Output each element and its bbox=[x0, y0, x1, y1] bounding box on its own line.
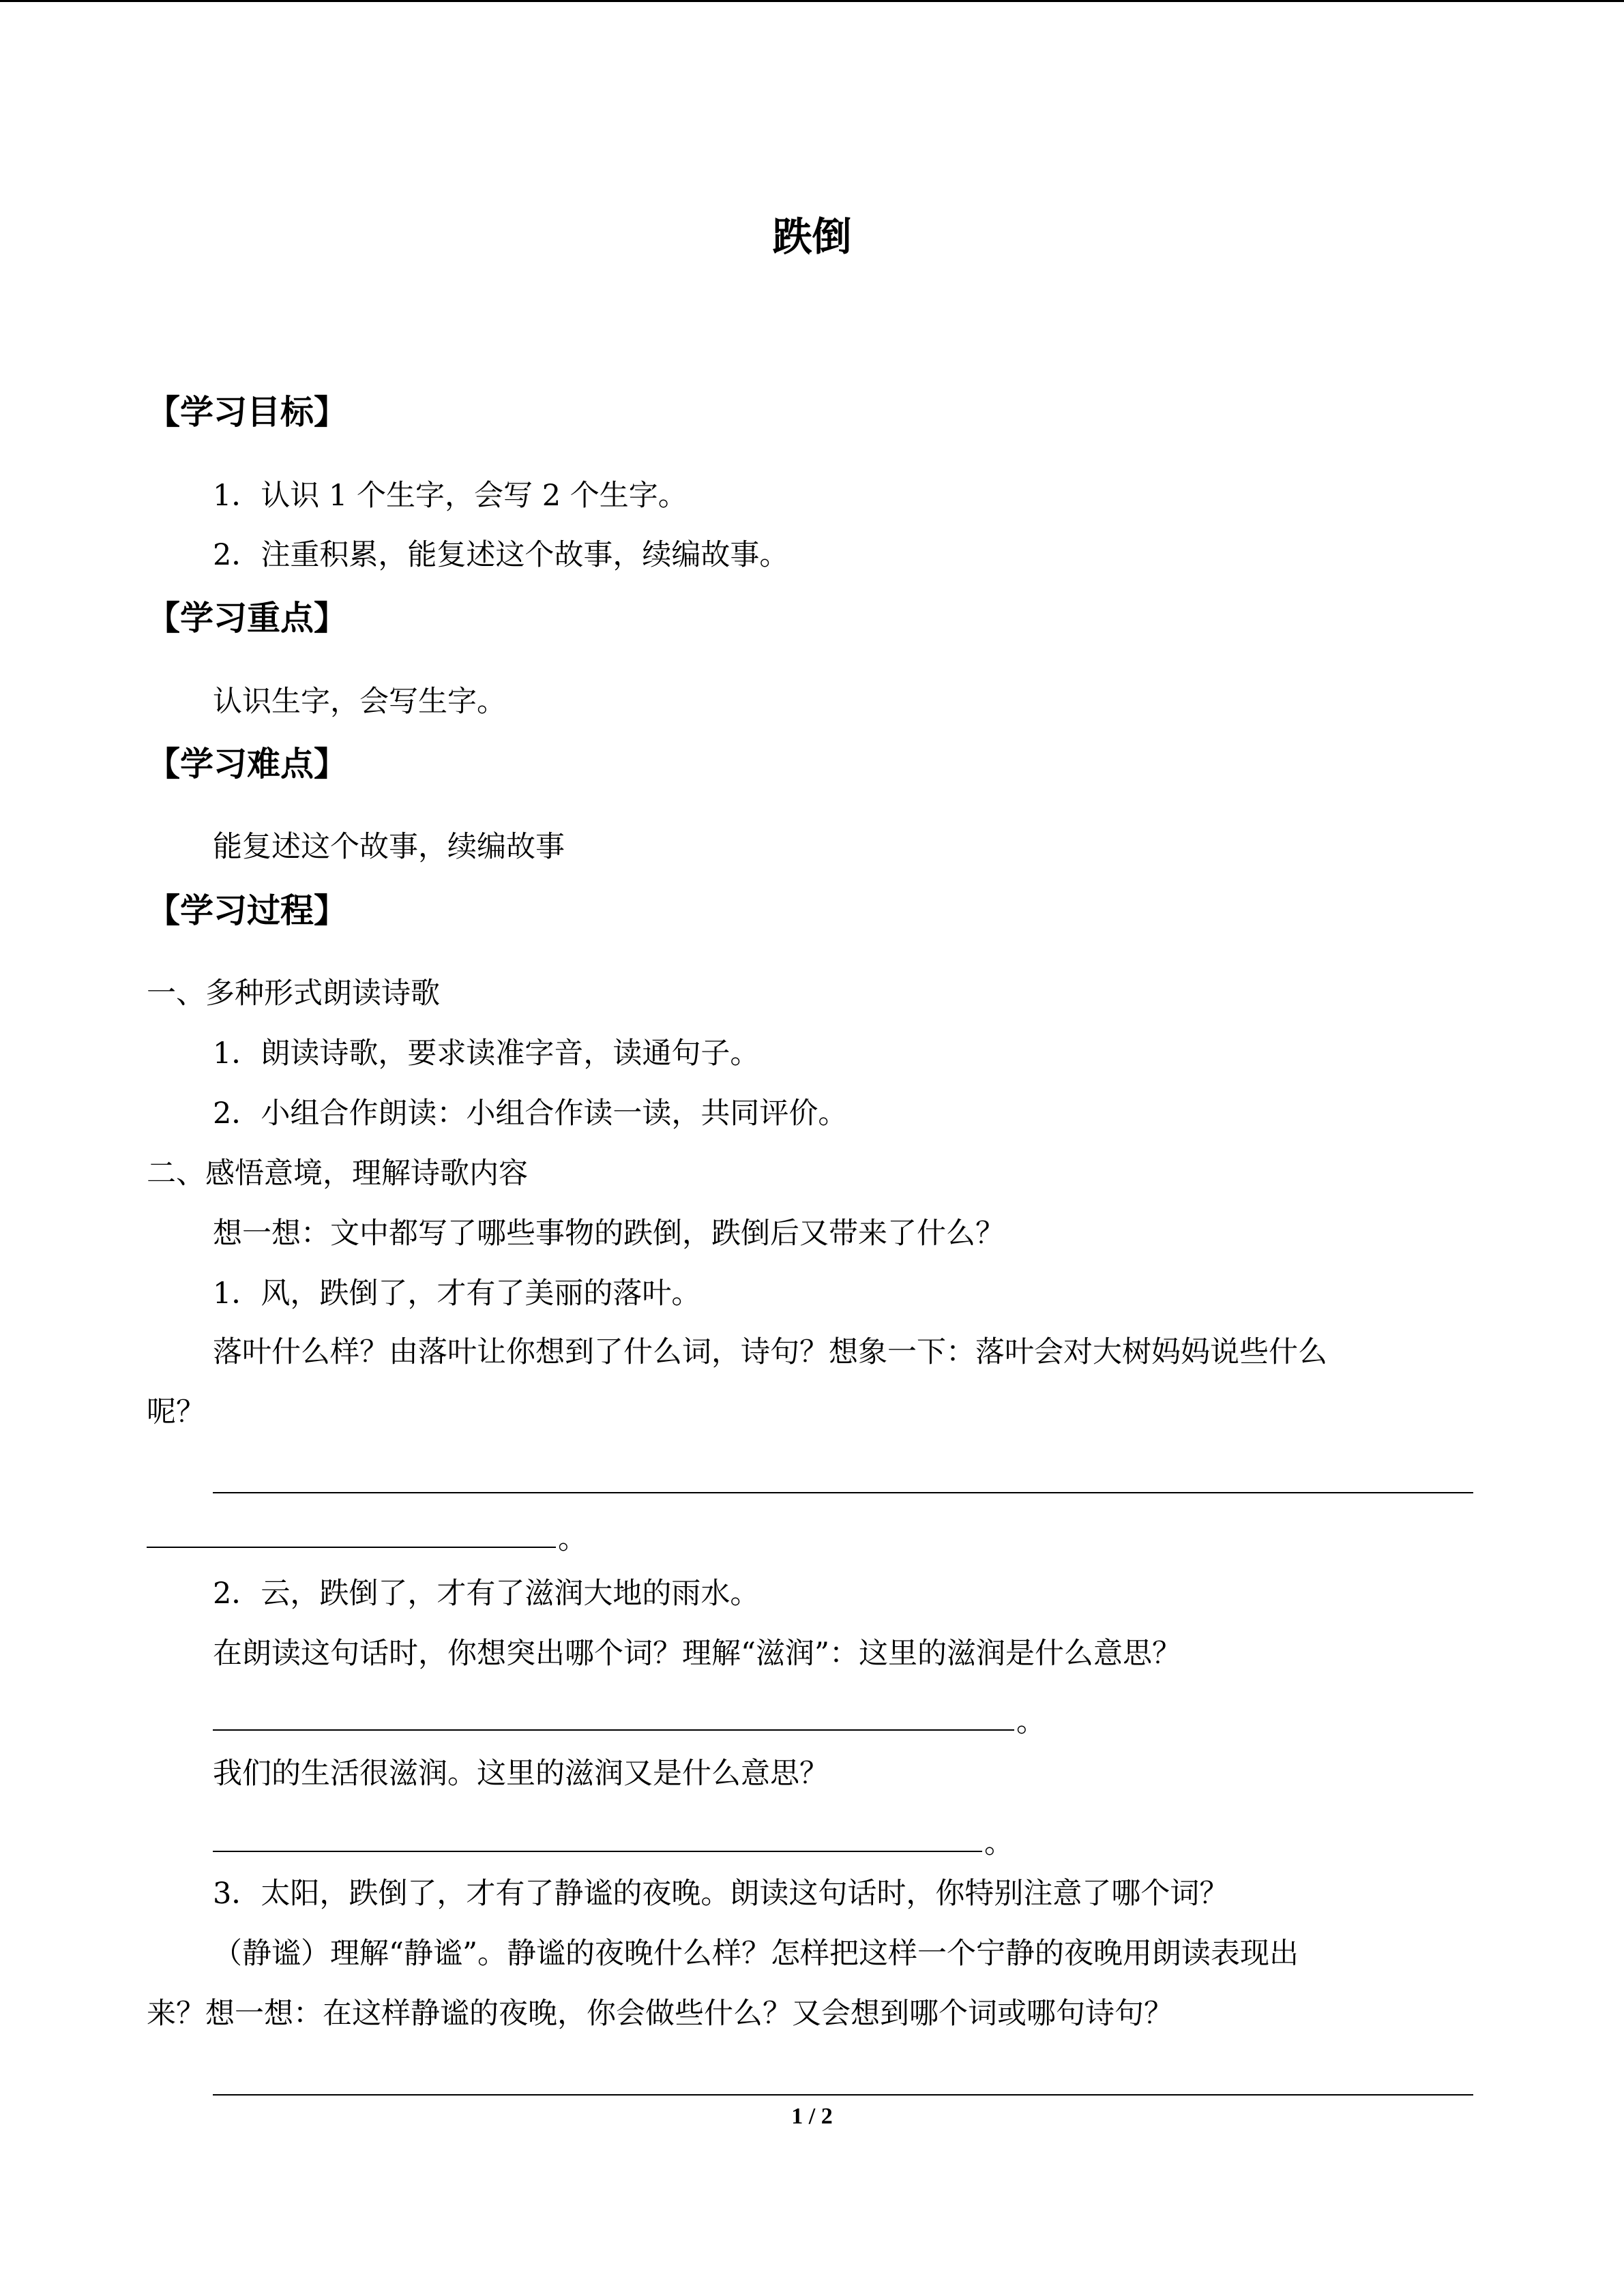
section-2-think: 想一想：文中都写了哪些事物的跌倒，跌倒后又带来了什么？ bbox=[213, 1217, 1005, 1251]
heading-difficulty: 【学习难点】 bbox=[147, 745, 348, 784]
section-1-item-1: 1．朗读诗歌，要求读准字音，读通句子。 bbox=[213, 1037, 760, 1071]
heading-goals: 【学习目标】 bbox=[147, 393, 348, 432]
section-1-item-2: 2．小组合作朗读：小组合作读一读，共同评价。 bbox=[213, 1097, 848, 1131]
section-2-item-1: 1．风，跌倒了，才有了美丽的落叶。 bbox=[213, 1277, 701, 1311]
answer-line-end-mark: 。 bbox=[1016, 1705, 1046, 1739]
answer-line-end-mark: 。 bbox=[558, 1522, 587, 1556]
item-1-question-line-1: 落叶什么样？由落叶让你想到了什么词，诗句？想象一下：落叶会对大树妈妈说些什么 bbox=[213, 1335, 1327, 1369]
answer-line bbox=[213, 1851, 982, 1852]
page-title: 跌倒 bbox=[772, 213, 852, 260]
item-3-question-line-1: （静谧）理解“静谧”。静谧的夜晚什么样？怎样把这样一个宁静的夜晚用朗读表现出 bbox=[213, 1937, 1299, 1971]
item-3-question-line-2: 来？想一想：在这样静谧的夜晚，你会做些什么？又会想到哪个词或哪句诗句？ bbox=[147, 1997, 1173, 2031]
answer-line bbox=[213, 1729, 1014, 1731]
goal-item-1: 1．认识 1 个生字，会写 2 个生字。 bbox=[213, 479, 688, 513]
difficulty-text: 能复述这个故事，续编故事 bbox=[213, 830, 565, 864]
heading-process: 【学习过程】 bbox=[147, 891, 348, 930]
answer-line bbox=[213, 2094, 1473, 2096]
item-2-question-1: 在朗读这句话时，你想突出哪个词？理解“滋润”：这里的滋润是什么意思？ bbox=[213, 1637, 1181, 1671]
section-2-title: 二、感悟意境，理解诗歌内容 bbox=[147, 1157, 528, 1191]
section-1-title: 一、多种形式朗读诗歌 bbox=[147, 976, 440, 1011]
key-text: 认识生字，会写生字。 bbox=[213, 685, 506, 719]
item-1-question-line-2: 呢？ bbox=[147, 1395, 205, 1429]
top-border bbox=[0, 0, 1624, 2]
goal-item-2: 2．注重积累，能复述这个故事，续编故事。 bbox=[213, 538, 789, 572]
answer-line bbox=[213, 1492, 1473, 1493]
page-number: 1 / 2 bbox=[791, 2104, 833, 2129]
answer-line bbox=[147, 1547, 556, 1548]
section-2-item-2: 2．云，跌倒了，才有了滋润大地的雨水。 bbox=[213, 1577, 760, 1611]
section-2-item-3: 3．太阳，跌倒了，才有了静谧的夜晚。朗读这句话时，你特别注意了哪个词？ bbox=[213, 1877, 1229, 1911]
answer-line-end-mark: 。 bbox=[984, 1826, 1014, 1860]
heading-key: 【学习重点】 bbox=[147, 599, 348, 638]
item-2-question-2: 我们的生活很滋润。这里的滋润又是什么意思？ bbox=[213, 1757, 829, 1791]
